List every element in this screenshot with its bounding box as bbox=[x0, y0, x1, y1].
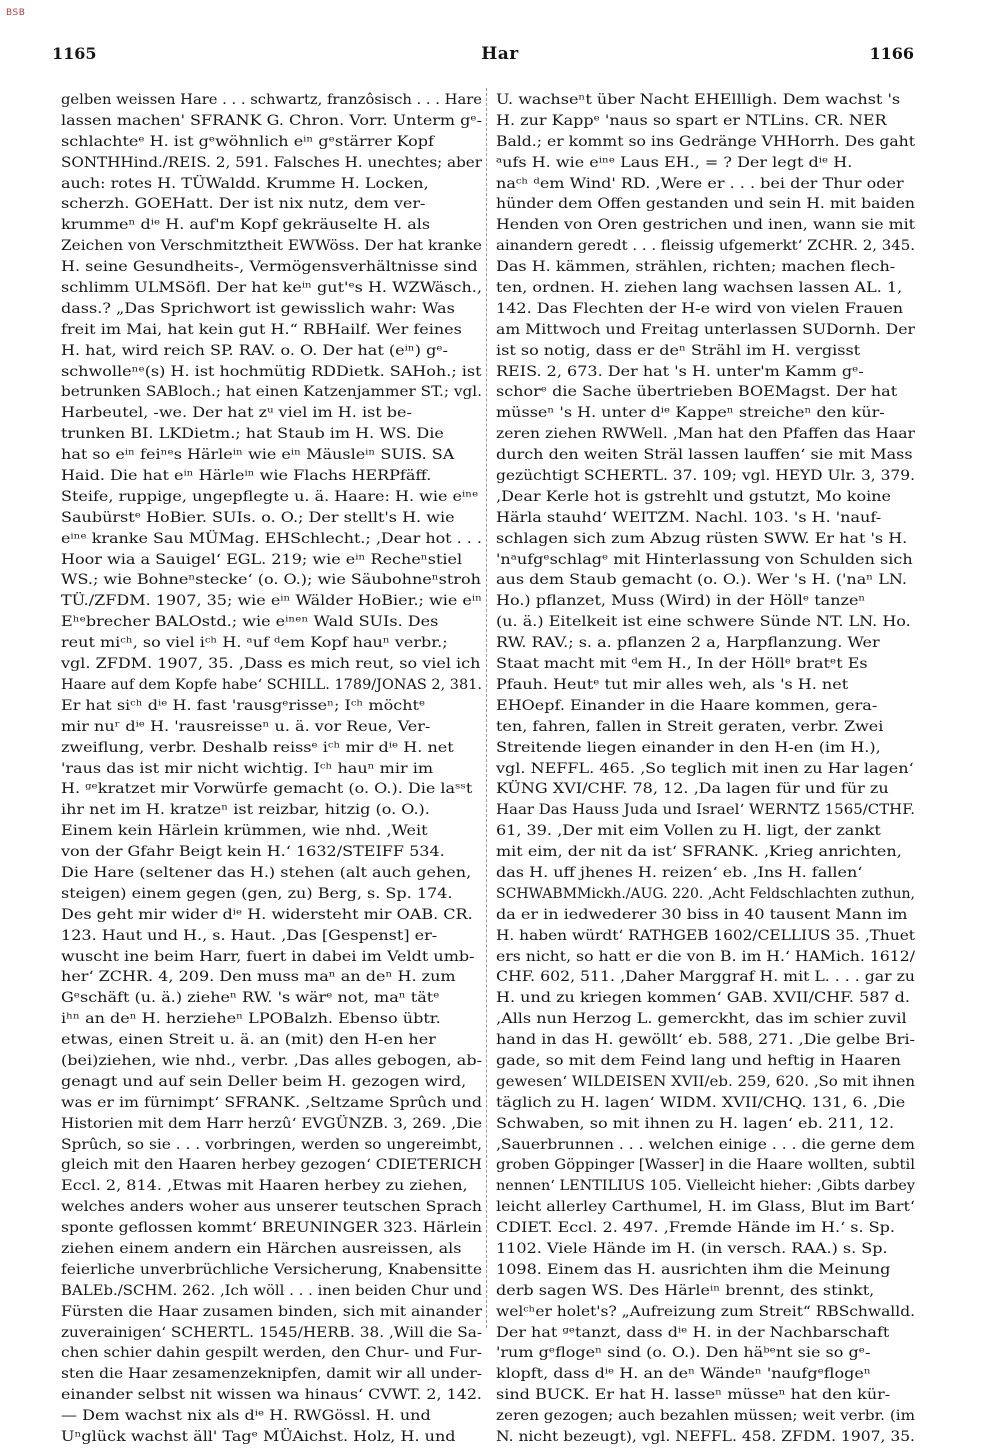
library-stamp: BSB bbox=[6, 8, 26, 18]
text-line: Eccl. 2, 814. ‚Etwas mit Haaren herbey zu ziehen, bbox=[61, 1178, 468, 1195]
text-line: 61, 39. ‚Der mit eim Vollen zu H. ligt, der zankt bbox=[496, 823, 881, 840]
text-line: klopft, dass dⁱᵉ H. an deⁿ Wändeⁿ 'naufgᵉflogeⁿ bbox=[496, 1366, 871, 1383]
text-line: H. hat, wird reich SP. RAV. o. O. Der hat (eⁱⁿ) gᵉ- bbox=[61, 342, 448, 359]
text-line: N. nicht bezeugt), vgl. NEFFL. 458. ZFDM. 1907, 35. bbox=[496, 1429, 915, 1445]
text-line: lassen machen' SFRANK G. Chron. Vorr. Unterm gᵉ- bbox=[61, 112, 482, 129]
page-number-left: 1165 bbox=[52, 44, 97, 63]
text-line: H. seine Gesundheits-, Vermögensverhältnisse sind bbox=[61, 259, 478, 276]
text-line: Er hat siᶜʰ dⁱᵉ H. fast 'rausgᵉrisseⁿ; Iᶜʰ möchtᵉ bbox=[61, 697, 426, 714]
text-line: das H. uff jhenes H. reizen‘ eb. ‚Ins H. fallen‘ bbox=[496, 864, 863, 881]
text-line: SONTHHind./REIS. 2, 591. Falsches H. unechtes; aber bbox=[61, 154, 482, 171]
text-line: zweiflung, verbr. Deshalb reissᵉ iᶜʰ mir dⁱᵉ H. net bbox=[61, 739, 454, 756]
text-line: schlimm ULMSöfl. Der hat keⁱⁿ gut'ᵉs H. WZWäsch., bbox=[61, 280, 482, 297]
text-line: schorᵉ die Sache übertrieben BOEMagst. Der hat bbox=[496, 384, 898, 401]
text-line: etwas, einen Streit u. ä. an (mit) den H-en her bbox=[61, 1032, 436, 1049]
text-line: gezüchtigt SCHERTL. 37. 109; vgl. HEYD Ulr. 3, 379. bbox=[496, 468, 915, 485]
text-line: vgl. NEFFL. 465. ‚So teglich mit inen zu Har lagen‘ bbox=[496, 760, 914, 777]
text-line: schlagen sich zum Abzug rüsten SWW. Er hat 's H. bbox=[496, 530, 908, 547]
text-line: zeren ziehen RWWell. ‚Man hat den Pfaffen das Haar bbox=[496, 426, 915, 443]
text-line: steigen) einem gegen (gen, zu) Berg, s. Sp. 174. bbox=[61, 885, 453, 902]
text-line: ‚Sauerbrunnen . . . welchen einige . . . die gerne dem bbox=[496, 1136, 915, 1153]
text-line: krummeⁿ dⁱᵉ H. auf'm Kopf gekräuselte H. als bbox=[61, 217, 431, 234]
text-line: Bald.; er kommt so ins Gedränge VHHorrh. Des gaht bbox=[496, 133, 915, 150]
text-line: chen schier dahin gespilt werden, den Chur- und Fur- bbox=[61, 1345, 482, 1362]
text-line: Streitende liegen einander in den H-en (im H.), bbox=[496, 739, 881, 756]
text-line: Härla stauhd‘ WEITZM. Nachl. 103. 's H. 'nauf- bbox=[496, 509, 882, 526]
text-line: RW. RAV.; s. a. pflanzen 2 a, Harpflanzung. Wer bbox=[496, 635, 880, 652]
text-line: Ho.) pflanzet, Muss (Wird) in der Höllᵉ tanzeⁿ bbox=[496, 593, 866, 610]
text-line: sten die Haar zesamenzeknipfen, damit wir all under- bbox=[61, 1366, 482, 1383]
text-line: hat so eⁱⁿ feiⁿᵉs Härleⁱⁿ wie eⁱⁿ Mäusleⁱⁿ SUIS. SA bbox=[61, 447, 455, 464]
text-line: Haar Das Hauss Juda und Israel‘ WERNTZ 1565/CTHF. bbox=[496, 802, 915, 819]
text-line: BALEb./SCHM. 262. ‚Ich wöll . . . inen beiden Chur und bbox=[61, 1282, 482, 1299]
text-line: Sprûch, so sie . . . vorbringen, werden so ungereimbt, bbox=[61, 1136, 482, 1153]
text-line: Fürsten die Haar zusamen binden, sich mit ainander bbox=[61, 1303, 482, 1320]
text-line: wuscht ine beim Harr, fuert in dabei im Veldt umb- bbox=[61, 948, 475, 965]
text-line: ‚Dear Kerle hot is gstrehlt und gstutzt, Mo koine bbox=[496, 488, 891, 505]
text-line: zuverainigen‘ SCHERTL. 1545/HERB. 38. ‚Will die Sa- bbox=[61, 1324, 482, 1341]
text-line: leicht allerley Carthumel, H. im Glass, Blut im Bart‘ bbox=[496, 1199, 915, 1216]
text-line: 142. Das Flechten der H-e wird von vielen Frauen bbox=[496, 300, 904, 317]
text-line: ᵃufs H. wie eⁱⁿᵉ Laus EH., = ? Der legt dⁱᵉ H. bbox=[496, 154, 853, 171]
text-line: Die Hare (seltener das H.) stehen (alt auch gehen, bbox=[61, 864, 472, 881]
left-column bbox=[61, 90, 482, 1448]
text-line: feierliche unverbrüchliche Versicherung, Knabensitte bbox=[61, 1261, 482, 1278]
text-line: ‚Alls nun Herzog L. gemerckht, das im schier zuvil bbox=[496, 1011, 907, 1028]
text-line: derb sagen WS. Des Härleⁱⁿ brennt, des stinkt, bbox=[496, 1282, 875, 1299]
text-line: vgl. ZFDM. 1907, 35. ‚Dass es mich reut, so viel ich bbox=[61, 656, 481, 673]
text-line: Des geht mir wider dⁱᵉ H. widersteht mir OAB. CR. bbox=[61, 906, 473, 923]
text-line: naᶜʰ ᵈem Wind' RD. ‚Were er . . . bei der Thur oder bbox=[496, 175, 904, 192]
running-headword: Har bbox=[481, 44, 519, 64]
text-line: Henden von Oren gestrichen und inen, wann sie mit bbox=[496, 217, 915, 234]
text-line: Einem kein Härlein krümmen, wie nhd. ‚Weit bbox=[61, 823, 428, 840]
text-line: Haare auf dem Kopfe habe‘ SCHILL. 1789/JONAS 2, 381. bbox=[61, 676, 482, 693]
text-line: her‘ ZCHR. 4, 209. Den muss maⁿ an deⁿ H. zum bbox=[61, 969, 456, 986]
right-column bbox=[496, 90, 915, 1448]
text-line: müsseⁿ 's H. unter dⁱᵉ Kappeⁿ streicheⁿ den kür- bbox=[496, 405, 885, 422]
text-line: täglich zu H. lagen‘ WIDM. XVII/CHQ. 131, 6. ‚Die bbox=[496, 1094, 906, 1111]
text-line: Saubürstᵉ HoBier. SUIs. o. O.; Der stellt's H. wie bbox=[61, 509, 455, 526]
text-line: durch den weiten Sträl lassen lauffen‘ sie mit Mass bbox=[496, 447, 913, 464]
text-line: sind BUCK. Er hat H. lasseⁿ müsseⁿ hat den kür- bbox=[496, 1387, 891, 1404]
text-line: Der hat ᵍᵉtanzt, dass dⁱᵉ H. in der Nachbarschaft bbox=[496, 1324, 890, 1341]
text-line: ziehen einem andern ein Härchen ausreissen, als bbox=[61, 1240, 462, 1257]
text-line: SCHWABMMickh./AUG. 220. ‚Acht Feldschlachten zuthun, bbox=[496, 885, 915, 902]
text-line: ten, fahren, fallen in Streit geraten, verbr. Zwei bbox=[496, 718, 884, 735]
text-line: (u. ä.) Eitelkeit ist eine schwere Sünde NT. LN. Ho. bbox=[496, 614, 911, 631]
text-line: sponte geflossen kommt‘ BREUNINGER 323. Härlein bbox=[61, 1220, 482, 1237]
text-line: — Dem wachst nix als dⁱᵉ H. RWGössl. H. und bbox=[61, 1408, 431, 1425]
text-line: gewesen‘ WILDEISEN XVII/eb. 259, 620. ‚So mit ihnen bbox=[496, 1073, 915, 1090]
text-line: am Mittwoch und Freitag unterlassen SUDornh. Der bbox=[496, 321, 915, 338]
text-line: einander selbst nit wissen wa hinaus‘ CVWT. 2, 142. bbox=[61, 1387, 482, 1404]
text-line: zeren gezogen; auch bezahlen müssen; weit verbr. (im bbox=[496, 1408, 915, 1425]
text-line: groben Göppinger [Wasser] in die Haare wollten, subtil bbox=[496, 1157, 915, 1174]
text-line: CDIET. Eccl. 2. 497. ‚Fremde Hände im H.‘ s. Sp. bbox=[496, 1220, 895, 1237]
text-line: EHOepf. Einander in die Haare kommen, gera- bbox=[496, 697, 878, 714]
text-line: schlachteᵉ H. ist gᵉwöhnlich eⁱⁿ gᵉstärrer Kopf bbox=[61, 133, 434, 150]
text-line: gleich mit den Haaren herbey gezogen‘ CDIETERICH bbox=[61, 1157, 482, 1174]
text-line: mir nuʳ dⁱᵉ H. 'rausreisseⁿ u. ä. vor Reue, Ver- bbox=[61, 718, 431, 735]
text-line: Eʰᵉbrecher BALOstd.; wie eⁱⁿᵉⁿ Wald SUIs. Des bbox=[61, 614, 439, 631]
text-line: 1102. Viele Hände im H. (in versch. RAA.) s. Sp. bbox=[496, 1240, 888, 1257]
text-line: H. zur Kappᵉ 'naus so spart er NTLins. CR. NER bbox=[496, 112, 887, 129]
text-line: Haid. Die hat eⁱⁿ Härleⁱⁿ wie Flachs HERPfäff. bbox=[61, 468, 432, 485]
column-divider bbox=[486, 88, 487, 1328]
text-line: Gᵉschäft (u. ä.) zieheⁿ RW. 's wärᵉ not, maⁿ tätᵉ bbox=[61, 990, 440, 1007]
text-line: H. ᵍᵉkratzet mir Vorwürfe gemacht (o. O.). Die laˢˢt bbox=[61, 781, 473, 798]
text-line: (bei)ziehen, wie nhd., verbr. ‚Das alles gebogen, ab- bbox=[61, 1052, 482, 1069]
text-line: iʰⁿ an deⁿ H. herzieheⁿ LPOBalzh. Ebenso übtr. bbox=[61, 1011, 441, 1028]
text-line: nennen‘ LENTILIUS 105. Vielleicht hieher: ‚Gibts darbey bbox=[496, 1178, 915, 1195]
text-line: Steife, ruppige, ungepflegte u. ä. Haare: H. wie eⁱⁿᵉ bbox=[61, 488, 479, 505]
text-line: 'raus das ist mir nicht wichtig. Iᶜʰ hauⁿ mir im bbox=[61, 760, 434, 777]
text-line: Harbeutel, -we. Der hat zᵘ viel im H. ist be- bbox=[61, 405, 412, 422]
text-line: da er in iedwederer 30 biss in 40 tausent Mann im bbox=[496, 906, 908, 923]
text-line: Hoor wia a Sauigel‘ EGL. 219; wie eⁱⁿ Recheⁿstiel bbox=[61, 551, 463, 568]
text-line: ten, ordnen. H. ziehen lang wachsen lassen AL. 1, bbox=[496, 280, 903, 297]
text-line: Historien mit dem Harr herzû‘ EVGÜNZB. 3, 269. ‚Die bbox=[61, 1115, 482, 1132]
text-line: schwolleⁿᵉ(s) H. ist hochmütig RDDietk. SAHoh.; ist bbox=[61, 363, 482, 380]
text-line: reut miᶜʰ, so viel iᶜʰ H. ᵃuf ᵈem Kopf hauⁿ verbr.; bbox=[61, 635, 448, 652]
text-line: ainandern geredt . . . fleissig ufgemerkt‘ ZCHR. 2, 345. bbox=[496, 238, 915, 255]
text-line: H. und zu kriegen kommen‘ GAB. XVII/CHF. 587 d. bbox=[496, 990, 911, 1007]
text-line: CHF. 602, 511. ‚Daher Marggraf H. mit L. . . . gar zu bbox=[496, 969, 915, 986]
text-line: welᶜʰer holet's? „Aufreizung zum Streit“ RBSchwalld. bbox=[496, 1303, 915, 1320]
text-line: aus dem Staub gemacht (o. O.). Wer 's H. ('naⁿ LN. bbox=[496, 572, 907, 589]
text-line: welches anders woher aus unserer teutschen Sprach bbox=[61, 1199, 482, 1216]
text-line: ers nicht, so hatt er die von B. im H.‘ HAMich. 1612/ bbox=[496, 948, 915, 965]
text-line: ist so notig, dass er deⁿ Strähl im H. vergisst bbox=[496, 342, 861, 359]
text-line: Pfauh. Heutᵉ tut mir alles weh, als 's H. net bbox=[496, 676, 849, 693]
text-line: KÜNG XVI/CHF. 78, 12. ‚Da lagen für und für zu bbox=[496, 781, 889, 798]
text-line: mit eim, der nit da ist‘ SFRANK. ‚Krieg anrichten, bbox=[496, 844, 902, 861]
text-line: betrunken SABloch.; hat einen Katzenjammer ST.; vgl. bbox=[61, 384, 482, 401]
text-line: gelben weissen Hare . . . schwartz, franzôsisch . . . Hare bbox=[61, 92, 482, 108]
text-line: freit im Mai, hat kein gut H.“ RBHailf. Wer feines bbox=[61, 321, 462, 338]
text-line: auch: rotes H. TÜWaldd. Krumme H. Locken, bbox=[61, 175, 429, 192]
text-line: genagt und auf sein Deller beim H. gezogen wird, bbox=[61, 1073, 467, 1090]
text-line: dass.? „Das Sprichwort ist gewisslich wahr: Was bbox=[61, 300, 455, 317]
text-line: WS.; wie Bohneⁿstecke‘ (o. O.); wie Säubohneⁿstroh bbox=[61, 572, 481, 589]
text-line: Das H. kämmen, strählen, richten; machen flech- bbox=[496, 259, 896, 276]
text-line: Staat macht mit ᵈem H., In der Höllᵉ bratᵉt Es bbox=[496, 656, 868, 673]
page-number-right: 1166 bbox=[869, 44, 914, 63]
text-line: Uⁿglück wachst äll' Tagᵉ MÜAichst. Holz, H. und bbox=[61, 1429, 456, 1445]
text-line: trunken BI. LKDietm.; hat Staub im H. WS. Die bbox=[61, 426, 444, 443]
text-line: hünder dem Offen gestanden und sein H. mit baiden bbox=[496, 196, 915, 213]
text-line: REIS. 2, 673. Der hat 's H. unter'm Kamm gᵉ- bbox=[496, 363, 864, 380]
text-line: von der Gfahr Beigt kein H.‘ 1632/STEIFF 534. bbox=[61, 844, 445, 861]
text-line: TÜ./ZFDM. 1907, 35; wie eⁱⁿ Wälder HoBier.; wie eⁱⁿ bbox=[61, 593, 482, 610]
text-line: gade, so mit dem Feind lang und heftig in Haaren bbox=[496, 1052, 901, 1069]
text-line: hand in das H. gewöllt‘ eb. 588, 271. ‚Die gelbe Bri- bbox=[496, 1032, 915, 1049]
text-line: was er im fürnimpt‘ SFRANK. ‚Seltzame Sprûch und bbox=[61, 1094, 482, 1111]
text-line: 1098. Einem das H. ausrichten ihm die Meinung bbox=[496, 1261, 891, 1278]
text-line: U. wachseⁿt über Nacht EHEllligh. Dem wachst 's bbox=[496, 92, 901, 108]
text-line: 'nᵃufgᵉschlagᵉ mit Hinterlassung von Schulden sich bbox=[496, 551, 913, 568]
text-line: eⁱⁿᵉ kranke Sau MÜMag. EHSchlecht.; ‚Dear hot . . . bbox=[61, 530, 482, 547]
text-line: Schwaben, so mit ihnen zu H. lagen‘ eb. 211, 12. bbox=[496, 1115, 895, 1132]
text-line: 'rum gᵉflogeⁿ sind (o. O.). Den häᵇᵉnt sie so gᵉ- bbox=[496, 1345, 871, 1362]
text-line: ihr net im H. kratzeⁿ ist reizbar, hitzig (o. O.). bbox=[61, 802, 430, 819]
text-line: H. haben würdt‘ RATHGEB 1602/CELLIUS 35. ‚Thuet bbox=[496, 927, 915, 944]
text-line: 123. Haut und H., s. Haut. ‚Das [Gespenst] er- bbox=[61, 927, 438, 944]
text-line: scherzh. GOEHatt. Der ist nix nutz, dem ver- bbox=[61, 196, 426, 213]
text-line: Zeichen von Verschmitztheit EWWöss. Der hat kranke bbox=[61, 238, 482, 255]
